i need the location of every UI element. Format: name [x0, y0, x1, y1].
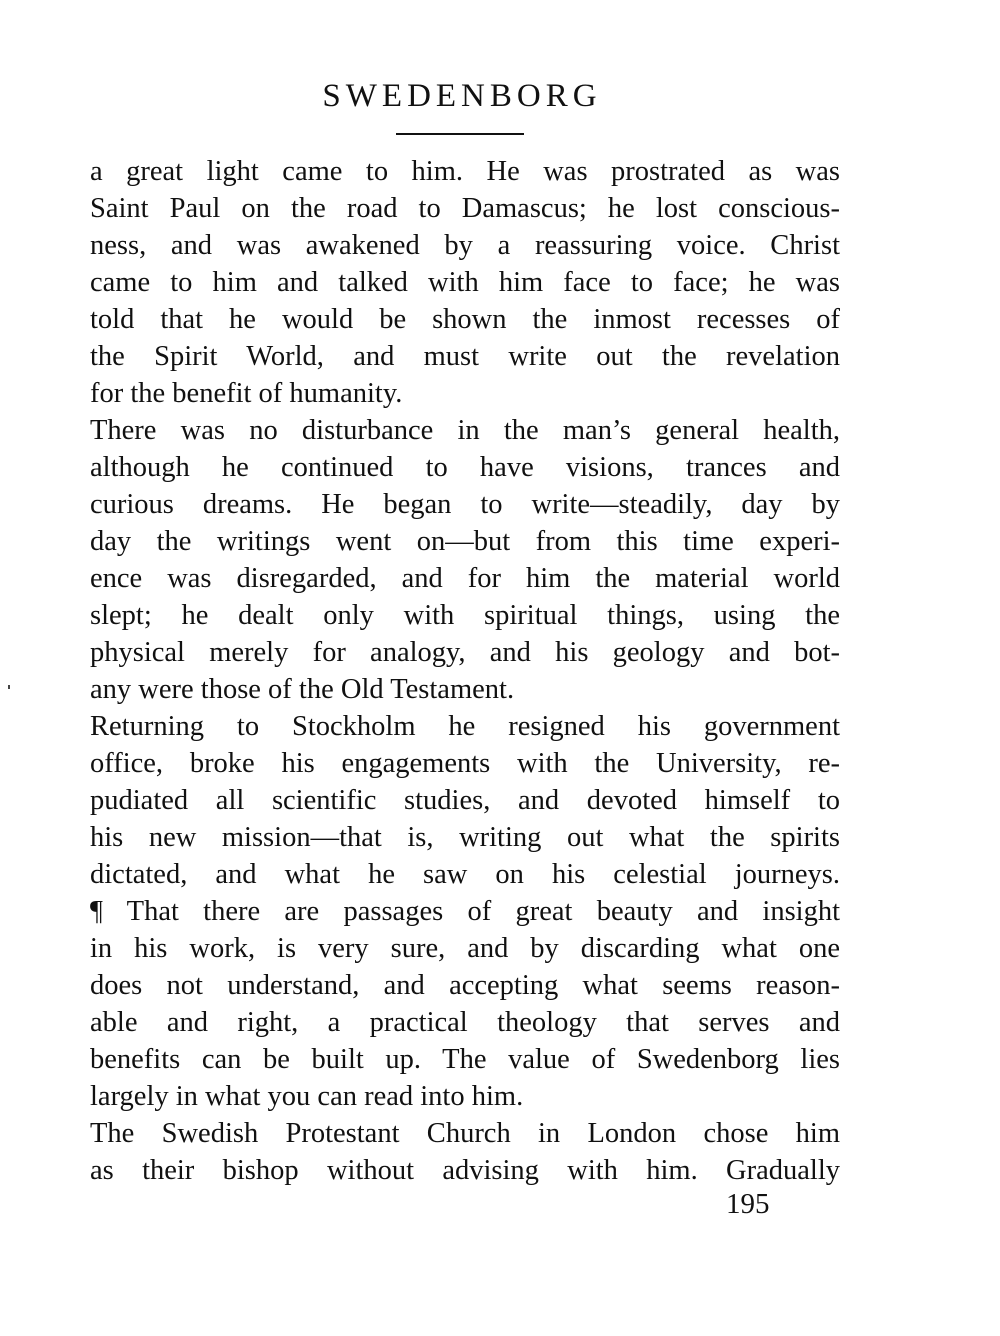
text-line: benefits can be built up. The value of Swedenborg lies — [90, 1044, 840, 1075]
running-head: SWEDENBORG — [322, 78, 602, 114]
text-line: ence was disregarded, and for him the material world — [90, 563, 840, 594]
text-line: came to him and talked with him face to face; he was — [90, 267, 840, 298]
body-text — [90, 153, 840, 1189]
scan-speck — [8, 685, 10, 689]
header-rule — [396, 133, 524, 135]
text-line: ness, and was awakened by a reassuring voice. Christ — [90, 230, 840, 261]
text-line: Returning to Stockholm he resigned his government — [90, 711, 840, 742]
text-line: told that he would be shown the inmost recesses of — [90, 304, 840, 335]
text-line: as their bishop without advising with him. Gradually — [90, 1155, 840, 1186]
text-line: ¶ That there are passages of great beauty and insight — [90, 896, 840, 927]
text-line: any were those of the Old Testament. — [90, 674, 515, 705]
text-line: Saint Paul on the road to Damascus; he lost conscious- — [90, 193, 840, 224]
text-line: for the benefit of humanity. — [90, 378, 403, 409]
text-line: although he continued to have visions, trances and — [90, 452, 840, 483]
text-line: day the writings went on—but from this time experi- — [90, 526, 840, 557]
text-line: The Swedish Protestant Church in London chose him — [90, 1118, 840, 1149]
text-line: office, broke his engagements with the University, re- — [90, 748, 840, 779]
text-line: in his work, is very sure, and by discarding what one — [90, 933, 840, 964]
text-line: does not understand, and accepting what seems reason- — [90, 970, 840, 1001]
text-line: slept; he dealt only with spiritual things, using the — [90, 600, 840, 631]
text-line: his new mission—that is, writing out what the spirits — [90, 822, 840, 853]
text-line: dictated, and what he saw on his celestial journeys. — [90, 859, 840, 890]
text-line: physical merely for analogy, and his geology and bot- — [90, 637, 840, 668]
text-line: the Spirit World, and must write out the revelation — [90, 341, 840, 372]
text-line: largely in what you can read into him. — [90, 1081, 524, 1112]
text-line: able and right, a practical theology that serves and — [90, 1007, 840, 1038]
text-line: pudiated all scientific studies, and devoted himself to — [90, 785, 840, 816]
text-line: There was no disturbance in the man’s general health, — [90, 415, 840, 446]
text-line: a great light came to him. He was prostrated as was — [90, 156, 840, 187]
text-line: curious dreams. He began to write—steadily, day by — [90, 489, 840, 520]
page-number: 195 — [726, 1188, 770, 1220]
